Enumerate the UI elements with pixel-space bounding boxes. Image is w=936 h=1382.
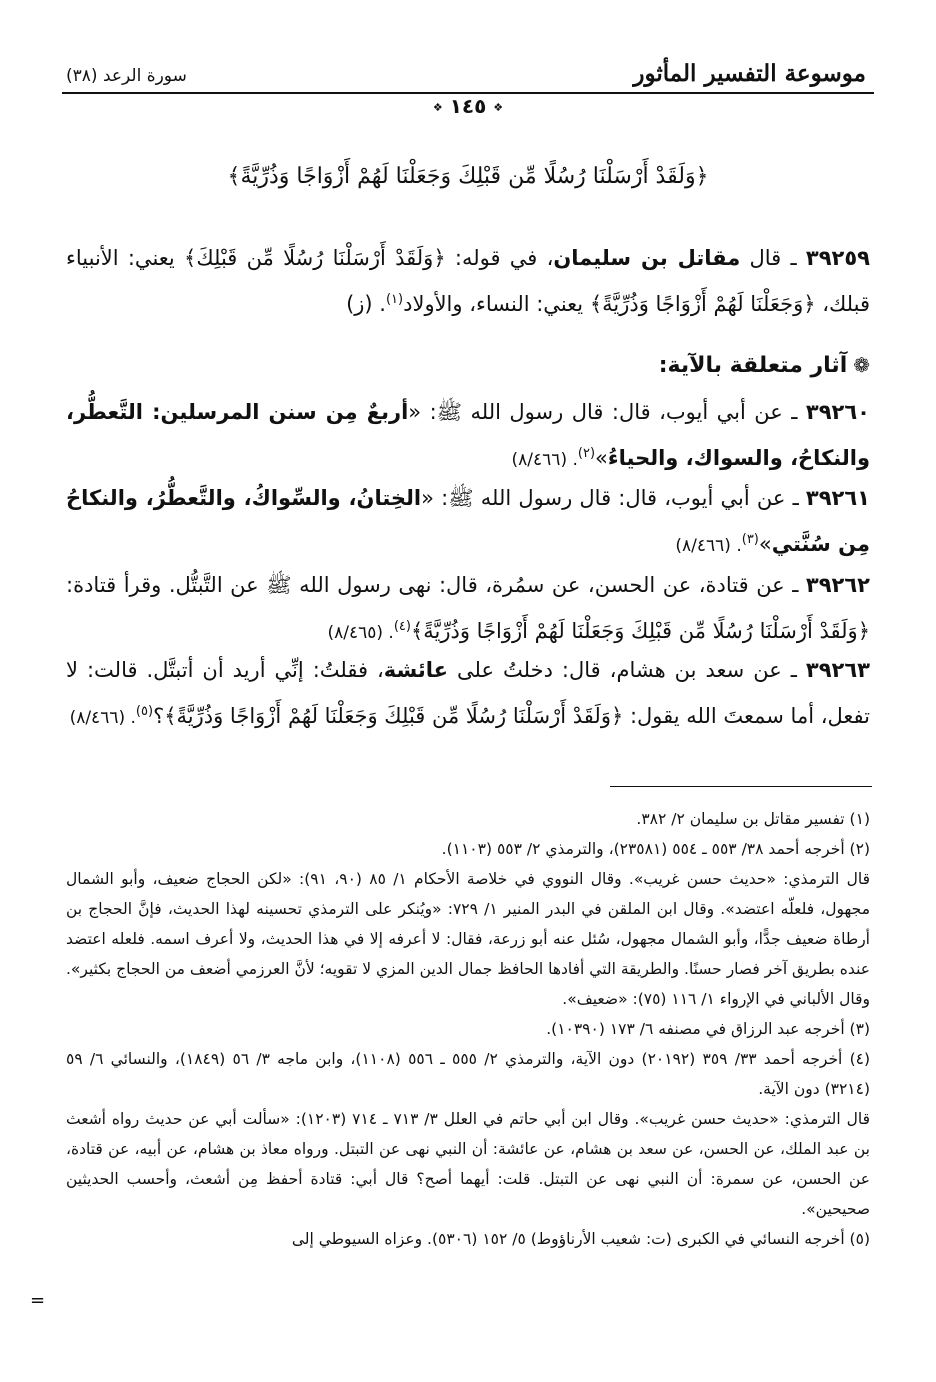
footnote-2: (٢) أخرجه أحمد ٣٨/ ٥٥٣ ـ ٥٥٤ (٢٣٥٨١)، والترمذي ٢/ ٥٥٣ (١١٠٣). [441,840,870,858]
quran-quote: ﴿وَجَعَلْنَا لَهُمْ أَزْوَاجًا وَذُرِّيَّةً﴾ [589,292,816,316]
surah-label: سورة الرعد (٣٨) [66,66,187,86]
volume-reference: . (٨/٤٦٦) [675,536,742,556]
page-number [408,94,528,118]
entry-number: ٣٩٢٦٠ [805,400,870,424]
entry-39262: ٣٩٢٦٢ ـ عن قتادة، عن الحسن، عن سمُرة، قال: نهى رسول الله ﷺ عن التَّبتُّل. وقرأ قتادة: ﴿وَلَقَدْ أَرْسَلْنَا رُسُلًا مِّن قَبْلِكَ وَجَعَلْنَا لَهُمْ أَزْوَاجًا وَذُرِّيَّةً﴾$^{(٤)}$. (٨/٤٦٥) [66,573,870,643]
footnote-marker: (٥) [135,704,154,719]
flower-icon: ❁ [853,353,870,377]
footnote-3: (٣) أخرجه عبد الرزاق في مصنفه ٦/ ١٧٣ (١٠٣٩٠). [546,1020,870,1038]
hadith-text: أربعٌ مِن سنن المرسلين: التَّعطُّر، والنكاحُ، والسواك، والحياءُ [66,400,870,470]
continuation-mark: = [30,1290,46,1311]
ornament-icon: ❖ [493,101,504,114]
volume-reference: . (٨/٤٦٦) [511,450,578,470]
entry-number: ٣٩٢٦١ [805,486,870,510]
footnote-1: (١) تفسير مقاتل بن سليمان ٢/ ٣٨٢. [636,810,870,828]
volume-reference: . (٨/٤٦٦) [69,708,136,728]
narrator-name: عائشة [383,658,449,682]
entry-39261: ٣٩٢٦١ ـ عن أبي أيوب، قال: قال رسول الله ﷺ: «الخِتانُ، والسِّواكُ، والتَّعطُّرُ، والنكاحُ مِن سُنَّتي»$^{(٣)}$. (٨/٤٦٦) [66,486,870,556]
footnote-marker: (٣) [741,532,759,547]
quran-quote: ﴿وَلَقَدْ أَرْسَلْنَا رُسُلًا مِّن قَبْلِكَ﴾ [184,246,446,270]
footnote-4: (٤) أخرجه أحمد ٣٣/ ٣٥٩ (٢٠١٩٢) دون الآية، والترمذي ٢/ ٥٥٥ ـ ٥٥٦ (١١٠٨)، وابن ماجه ٣/ ٥٦ (١٨٤٩)، والنسائي ٦/ ٥٩ (٣٢١٤) دون الآية. [66,1050,871,1098]
footnote-4-commentary: قال الترمذي: «حديث حسن غريب». وقال ابن أبي حاتم في العلل ٣/ ٧١٣ ـ ٧١٤ (١٢٠٣): «سألت أبي عن حديث رواه أشعث بن عبد الملك، عن الحسن، عن سعد بن هشام، عن عائشة: أن النبي نهى عن التبتل. ورواه معاذ بن هشام، عن أبيه، عن قتادة، عن الحسن، عن سمرة: أن النبي نهى عن التبتل. قلت: أيهما أصح؟ قال أبي: قتادة أحفظ مِن أشعث، وأحسب الحديثين صحيحين». [66,1110,870,1218]
footnotes [66,804,870,1254]
footnote-marker: (٢) [577,446,596,461]
volume-reference: . (٨/٤٦٥) [327,623,394,643]
entry-39263: ٣٩٢٦٣ ـ عن سعد بن هشام، قال: دخلتُ على عائشة، فقلتُ: إنِّي أريد أن أتبتَّل. قالت: لا تفعل، أما سمعتَ الله يقول: ﴿وَلَقَدْ أَرْسَلْنَا رُسُلًا مِّن قَبْلِكَ وَجَعَلْنَا لَهُمْ أَزْوَاجًا وَذُرِّيَّةً﴾؟$^{(٥)}$. (٨/٤٦٦) [66,658,870,728]
quran-verse: ﴿وَلَقَدْ أَرْسَلْنَا رُسُلًا مِّن قَبْلِكَ وَجَعَلْنَا لَهُمْ أَزْوَاجًا وَذُرِّيَّةً﴾ [227,164,709,189]
section-heading: ❁آثار متعلقة بالآية: [658,353,870,378]
ornament-icon: ❖ [432,101,443,114]
entry-39259: ٣٩٢٥٩ ـ قال مقاتل بن سليمان، في قوله: ﴿وَلَقَدْ أَرْسَلْنَا رُسُلًا مِّن قَبْلِكَ﴾ يعني: الأنبياء قبلك، ﴿وَجَعَلْنَا لَهُمْ أَزْوَاجًا وَذُرِّيَّةً﴾ يعني: النساء، والأولاد$^{(١)}$. (ز) [66,246,870,316]
hadith-text: الخِتانُ، والسِّواكُ، والتَّعطُّرُ، والنكاحُ مِن سُنَّتي [66,486,870,556]
page-number-value: ١٤٥ [449,94,487,118]
quran-quote: ﴿وَلَقَدْ أَرْسَلْنَا رُسُلًا مِّن قَبْلِكَ وَجَعَلْنَا لَهُمْ أَزْوَاجًا وَذُرِّيَّةً﴾ [164,704,624,728]
footnote-5: (٥) أخرجه النسائي في الكبرى (ت: شعيب الأرناؤوط) ٥/ ١٥٢ (٥٣٠٦). وعزاه السيوطي إلى [291,1230,870,1248]
entry-number: ٣٩٢٥٩ [805,246,870,270]
entry-number: ٣٩٢٦٢ [805,573,870,597]
entry-number: ٣٩٢٦٣ [805,658,870,682]
book-title: موسوعة التفسير المأثور [633,60,866,87]
footnote-marker: (١) [385,292,404,307]
entry-39260: ٣٩٢٦٠ ـ عن أبي أيوب، قال: قال رسول الله ﷺ: «أربعٌ مِن سنن المرسلين: التَّعطُّر، والنكاحُ، والسواك، والحياءُ»$^{(٢)}$. (٨/٤٦٦) [66,400,870,470]
footnote-2-commentary: قال الترمذي: «حديث حسن غريب». وقال النووي في خلاصة الأحكام ١/ ٨٥ (٩٠، ٩١): «لكن الحجاج ضعيف، وأبو الشمال مجهول، فلعلّه اعتضد». وقال ابن الملقن في البدر المنير ١/ ٧٢٩: «ويُنكر على الترمذي تحسينه لهذا الحديث، فإنَّ الحجاج بن أرطاة ضعيف جدًّا، وأبو الشمال مجهول، سُئل عنه أبو زرعة، فقال: لا أعرفه إلا في هذا الحديث، ولا أعرف اسمه. فلعله اعتضد عنده بطريق آخر فصار حسنًا. والطريقة التي أفادها الحافظ جمال الدين المزي لا تقويه؛ لأنَّ العرزمي أضعف من الحجاج بكثير». وقال الألباني في الإرواء ١/ ١١٦ (٧٥): «ضعيف». [66,870,871,1008]
narrator-name: مقاتل بن سليمان [553,246,741,270]
footnote-marker: (٤) [393,619,411,634]
footnote-rule [610,786,872,787]
quran-quote: ﴿وَلَقَدْ أَرْسَلْنَا رُسُلًا مِّن قَبْلِكَ وَجَعَلْنَا لَهُمْ أَزْوَاجًا وَذُرِّيَّةً﴾ [410,619,870,643]
